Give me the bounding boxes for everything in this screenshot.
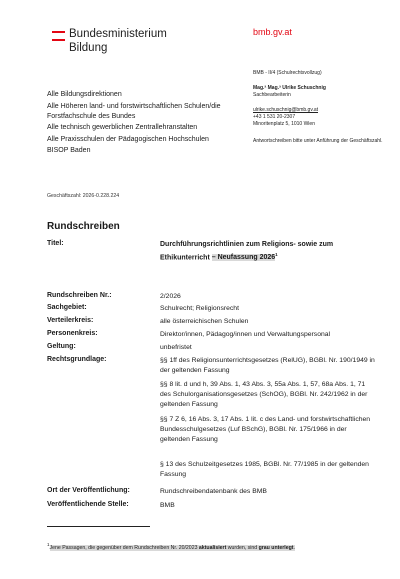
title-value (160, 240, 370, 263)
footnote-mark: 1 (47, 542, 50, 547)
row-value: BMB (160, 502, 175, 509)
phone: +43 1 531 20-2307 (253, 114, 296, 120)
addressee-item: BISOP Baden (47, 147, 91, 154)
row-label: Rundschreiben Nr.: (47, 292, 112, 299)
legal-basis-item: §§ 7 Z 6, 16 Abs. 3, 17 Abs. 1 lit. c des Land- und forstwirtschaftlichen Bundesschulgesetzes (Luf BSchG), BGBl. Nr. 175/1966 in der geltenden Fassung (160, 416, 371, 443)
logo-line2: Bildung (69, 42, 108, 54)
legal-basis-item: § 13 des Schulzeitgesetzes 1985, BGBl. Nr. 77/1985 in der geltenden Fassung (160, 461, 369, 478)
geschaeftszahl: Geschäftszahl: 2026-0.228.224 (47, 193, 120, 199)
flag-icon (52, 31, 65, 43)
site-link[interactable]: bmb.gv.at (253, 27, 292, 37)
row-label: Ort der Veröffentlichung: (47, 487, 130, 494)
row-value: 2/2026 (160, 293, 181, 300)
row-value: alle österreichischen Schulen (160, 318, 249, 325)
logo-line1: Bundesministerium (69, 28, 167, 40)
footnote-text: wurden, sind (226, 544, 259, 551)
footnote-bold: grau unterlegt (258, 544, 294, 551)
row-label: Sachgebiet: (47, 304, 87, 311)
row-label: Geltung: (47, 343, 76, 350)
footnote-text: . (293, 544, 295, 551)
row-value: Schulrecht; Religionsrecht (160, 305, 239, 312)
addressee-item: Alle Bildungsdirektionen (47, 91, 122, 98)
legal-basis-item: §§ 1ff des Religionsunterrichtsgesetzes (RelUG), BGBl. Nr. 190/1949 in der geltenden Fassung (160, 357, 375, 374)
row-label: Veröffentlichende Stelle: (47, 501, 129, 508)
footnote-text: Jene Passagen, die gegenüber dem Rundschreiben Nr. 20/2023 (49, 544, 199, 551)
contact-name: Mag.ª Mag.ª Ulrike Schuschnig (253, 85, 326, 91)
row-value: unbefristet (160, 344, 192, 351)
row-label: Rechtsgrundlage: (47, 356, 107, 363)
logo-text (69, 27, 167, 55)
footnote (47, 542, 377, 551)
row-label: Verteilerkreis: (47, 317, 94, 324)
title-part1: Durchführungsrichtlinien zum Religions- sowie zum Ethikunterricht (160, 241, 334, 262)
row-value: Rundschreibendatenbank des BMB (160, 488, 267, 495)
page-title: Rundschreiben (47, 221, 120, 232)
addressee-list (47, 90, 242, 158)
reply-note: Antwortschreiben bitte unter Anführung der Geschäftszahl. (253, 138, 383, 144)
footnote-bold: aktualisiert (198, 544, 227, 551)
legal-basis-item: §§ 8 lit. d und h, 39 Abs. 1, 43 Abs. 3, 55a Abs. 1, 57, 68a Abs. 1, 71 des Schulorganisationsgesetzes (SchOG), BGBl. Nr. 242/1962 in der geltenden Fassung (160, 381, 368, 408)
title-footnote-mark: 1 (275, 252, 278, 257)
row-label: Personenkreis: (47, 330, 98, 337)
email-link[interactable]: ulrike.schuschnig@bmb.gv.at (253, 107, 319, 113)
title-label: Titel: (47, 240, 64, 247)
row-value: Direktor/innen, Pädagog/innen und Verwaltungspersonal (160, 331, 331, 338)
address: Minoritenplatz 5, 1010 Wien (253, 121, 315, 127)
footnote-divider (47, 526, 150, 527)
title-part2-highlight: – Neufassung 2026 (211, 254, 276, 262)
addressee-item: Alle Höheren land- und forstwirtschaftlichen Schulen/die Forstfachschule des Bundes (47, 102, 221, 120)
addressee-item: Alle Praxisschulen der Pädagogischen Hochschulen (47, 135, 209, 143)
contact-role: Sachbearbeiterin (253, 92, 291, 98)
department: BMB - II/4 (Schulrechtsvollzug) (253, 70, 322, 76)
addressee-item: Alle technisch gewerblichen Zentrallehranstalten (47, 124, 198, 131)
